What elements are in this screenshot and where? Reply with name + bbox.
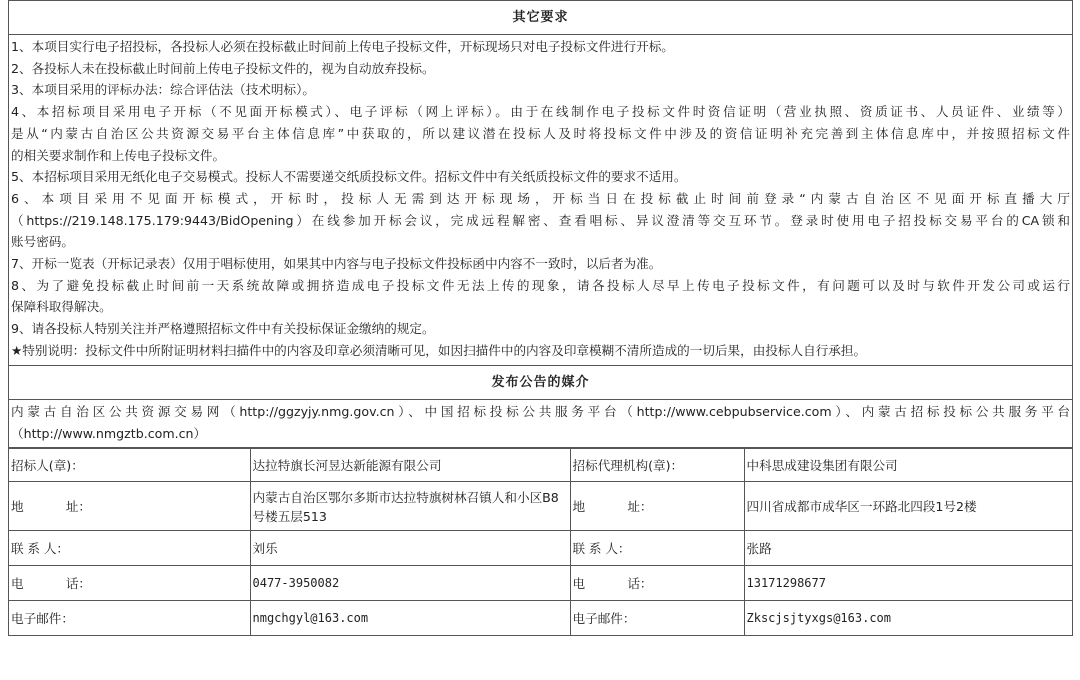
agent-address: 四川省成都市成华区一环路北四段1号2楼 bbox=[744, 481, 1072, 530]
email-label: 电子邮件： bbox=[9, 600, 250, 635]
agent-email[interactable]: Zkscjsjtyxgs@163.com bbox=[744, 600, 1072, 635]
table-row bbox=[9, 530, 1072, 565]
requirement-item: 的相关要求制作和上传电子投标文件。 bbox=[11, 147, 226, 163]
tenderer-phone: 0477-3950082 bbox=[250, 565, 570, 600]
agent-label: 招标代理机构(章)： bbox=[570, 448, 744, 481]
tenderer-name: 达拉特旗长河昱达新能源有限公司 bbox=[250, 448, 570, 481]
special-note: ★特别说明：投标文件中所附证明材料扫描件中的内容及印章必须清晰可见，如因扫描件中的内容及印章模糊不清所造成的一切后果，由投标人自行承担。 bbox=[11, 342, 867, 358]
requirement-item: 4、本招标项目采用电子开标（不见面开标模式）、电子评标（网上评标）。由于在线制作电子投标文件时资信证明（营业执照、资质证书、人员证件、业绩等） bbox=[11, 104, 1070, 120]
requirement-item: （https://219.148.175.179:9443/BidOpening）在线参加开标会议，完成远程解密、查看唱标、异议澄清等交互环节。登录时使用电子招投标交易平台的CA锁和 bbox=[11, 212, 1070, 228]
contact-table bbox=[9, 448, 1072, 636]
tenderer-email[interactable]: nmgchgyl@163.com bbox=[250, 600, 570, 635]
requirement-item: 7、开标一览表（开标记录表）仅用于唱标使用，如果其中内容与电子投标文件投标函中内容不一致时，以后者为准。 bbox=[11, 256, 662, 272]
requirement-item: 保障科取得解决。 bbox=[11, 299, 112, 315]
table-row bbox=[9, 448, 1072, 481]
agent-name: 中科思成建设集团有限公司 bbox=[744, 448, 1072, 481]
media-line: （http://www.nmgztb.com.cn） bbox=[11, 426, 207, 442]
requirement-item: 是从“内蒙古自治区公共资源交易平台主体信息库”中获取的，所以建议潜在投标人及时将投标文件中涉及的资信证明补充完善到主体信息库中，并按照招标文件 bbox=[11, 125, 1070, 141]
requirement-item: 2、各投标人未在投标截止时间前上传电子投标文件的，视为自动放弃投标。 bbox=[11, 60, 435, 76]
announcement-document bbox=[8, 0, 1073, 636]
table-row bbox=[9, 481, 1072, 530]
requirements-list bbox=[9, 35, 1072, 366]
agent-contact: 张路 bbox=[744, 530, 1072, 565]
phone-label: 电 话： bbox=[9, 565, 250, 600]
agent-address-label: 地 址： bbox=[570, 481, 744, 530]
agent-contact-label: 联 系 人： bbox=[570, 530, 744, 565]
tenderer-contact: 刘乐 bbox=[250, 530, 570, 565]
agent-email-label: 电子邮件： bbox=[570, 600, 744, 635]
requirement-item: 8、为了避免投标截止时间前一天系统故障或拥挤造成电子投标文件无法上传的现象，请各投标人尽早上传电子投标文件，有问题可以及时与软件开发公司或运行 bbox=[11, 277, 1070, 293]
tenderer-label: 招标人(章)： bbox=[9, 448, 250, 481]
requirement-item: 5、本招标项目采用无纸化电子交易模式。投标人不需要递交纸质投标文件。招标文件中有关纸质投标文件的要求不适用。 bbox=[11, 169, 687, 185]
requirement-item: 6、本项目采用不见面开标模式，开标时，投标人无需到达开标现场，开标当日在投标截止时间前登录“内蒙古自治区不见面开标直播大厅 bbox=[11, 190, 1070, 206]
requirement-item: 9、请各投标人特别关注并严格遵照招标文件中有关投标保证金缴纳的规定。 bbox=[11, 321, 435, 337]
media-line: 内蒙古自治区公共资源交易网（http://ggzyjy.nmg.gov.cn）、中国招标投标公共服务平台（http://www.cebpubservice.com）、内蒙古招标投标公共服务平台 bbox=[11, 403, 1070, 419]
agent-phone: 13171298677 bbox=[744, 565, 1072, 600]
requirement-item: 账号密码。 bbox=[11, 234, 74, 250]
requirement-item: 3、本项目采用的评标办法：综合评估法（技术明标）。 bbox=[11, 82, 315, 98]
media-list bbox=[9, 400, 1072, 448]
requirements-title: 其它要求 bbox=[9, 1, 1072, 35]
agent-phone-label: 电 话： bbox=[570, 565, 744, 600]
requirement-item: 1、本项目实行电子招投标，各投标人必须在投标截止时间前上传电子投标文件，开标现场只对电子投标文件进行开标。 bbox=[11, 39, 674, 54]
address-label: 地 址： bbox=[9, 481, 250, 530]
tenderer-address: 内蒙古自治区鄂尔多斯市达拉特旗树林召镇人和小区B8号楼五层513 bbox=[250, 481, 570, 530]
contact-label: 联 系 人： bbox=[9, 530, 250, 565]
table-row bbox=[9, 565, 1072, 600]
media-title: 发布公告的媒介 bbox=[9, 366, 1072, 400]
table-row bbox=[9, 600, 1072, 635]
